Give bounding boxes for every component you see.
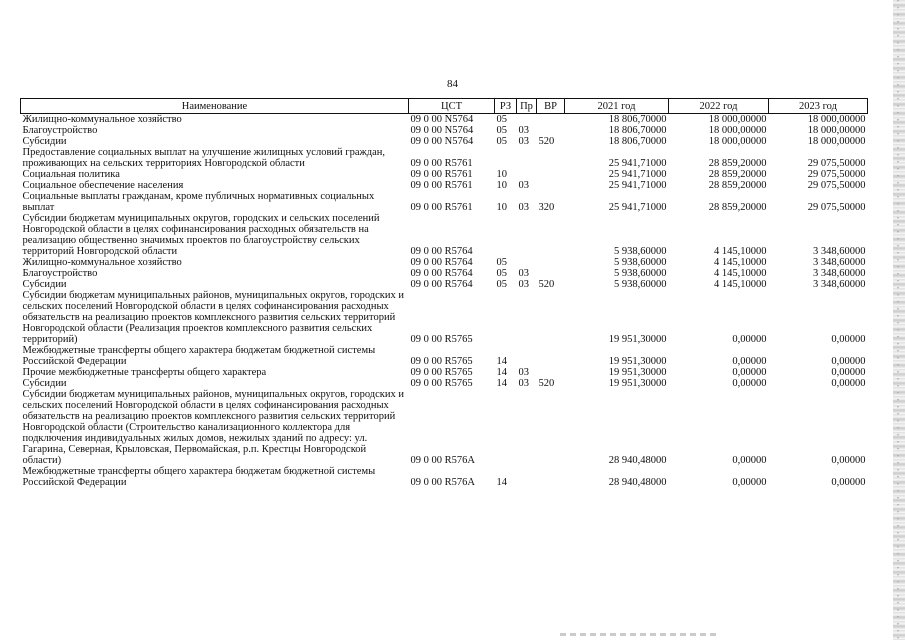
row-vr <box>537 367 565 378</box>
row-2023: 0,00000 <box>831 367 866 378</box>
row-vr <box>537 466 565 488</box>
table-row <box>21 378 868 389</box>
row-2021: 25 941,71000 <box>608 169 667 180</box>
row-name: Субсидии <box>22 136 67 147</box>
row-cst: 09 0 00 R5765 <box>410 356 473 367</box>
row-2021: 5 938,60000 <box>614 246 667 257</box>
row-2022: 0,00000 <box>732 356 767 367</box>
row-rz: 05 <box>496 268 507 279</box>
row-pr <box>517 466 537 488</box>
row-rz: 10 <box>496 202 507 213</box>
row-2023: 3 348,60000 <box>813 268 866 279</box>
header-name: Наименование <box>21 99 409 114</box>
table-row <box>21 191 868 213</box>
row-2022: 4 145,10000 <box>714 268 767 279</box>
row-2023: 0,00000 <box>831 334 866 345</box>
row-2023: 29 075,50000 <box>807 158 866 169</box>
row-pr: 03 <box>518 268 529 279</box>
row-vr <box>537 389 565 466</box>
row-vr <box>537 345 565 367</box>
row-cst: 09 0 00 R5764 <box>410 257 473 268</box>
row-name: Благоустройство <box>22 125 98 136</box>
row-vr <box>537 268 565 279</box>
row-2022: 4 145,10000 <box>714 279 767 290</box>
row-cst: 09 0 00 R5765 <box>410 367 473 378</box>
table-row <box>21 257 868 268</box>
row-2023: 0,00000 <box>831 378 866 389</box>
row-name: Межбюджетные трансферты общего характера бюджетам бюджетной системы Российской Федерации <box>22 345 376 367</box>
row-cst: 09 0 00 N5764 <box>410 136 474 147</box>
table-row <box>21 147 868 169</box>
table-row <box>21 180 868 191</box>
row-2022: 0,00000 <box>732 334 767 345</box>
table-row <box>21 345 868 367</box>
row-2022: 28 859,20000 <box>708 158 767 169</box>
row-rz: 05 <box>496 114 507 125</box>
row-pr: 03 <box>518 279 529 290</box>
row-2023: 18 000,00000 <box>807 136 866 147</box>
table-row <box>21 290 868 345</box>
row-rz: 10 <box>496 180 507 191</box>
row-2023: 0,00000 <box>831 455 866 466</box>
row-2023: 3 348,60000 <box>813 279 866 290</box>
row-pr <box>517 345 537 367</box>
header-vr: ВР <box>537 99 565 114</box>
row-cst: 09 0 00 R5761 <box>410 180 473 191</box>
row-rz: 10 <box>496 169 507 180</box>
row-name: Жилищно-коммунальное хозяйство <box>22 257 182 268</box>
row-pr <box>517 290 537 345</box>
row-rz: 05 <box>496 279 507 290</box>
row-vr <box>537 125 565 136</box>
scan-edge-artifact <box>893 0 905 640</box>
table-row <box>21 114 868 126</box>
row-cst: 09 0 00 R5761 <box>410 169 473 180</box>
row-cst: 09 0 00 N5764 <box>410 125 474 136</box>
row-pr <box>517 169 537 180</box>
row-vr: 520 <box>538 279 555 290</box>
table-row <box>21 268 868 279</box>
row-vr <box>537 147 565 169</box>
row-name: Субсидии <box>22 279 67 290</box>
table-row <box>21 367 868 378</box>
row-vr <box>537 180 565 191</box>
row-cst: 09 0 00 R576A <box>410 455 475 466</box>
row-pr <box>517 257 537 268</box>
row-2023: 29 075,50000 <box>807 202 866 213</box>
row-2021: 25 941,71000 <box>608 202 667 213</box>
row-2021: 18 806,70000 <box>608 114 667 125</box>
row-2021: 25 941,71000 <box>608 158 667 169</box>
row-2021: 5 938,60000 <box>614 257 667 268</box>
table-row <box>21 389 868 466</box>
row-pr: 03 <box>518 136 529 147</box>
row-vr <box>537 290 565 345</box>
row-2022: 0,00000 <box>732 378 767 389</box>
table-row <box>21 213 868 257</box>
row-vr <box>537 213 565 257</box>
row-name: Субсидии бюджетам муниципальных округов, городских и сельских поселений Новгородской области в целях софинансирования расходных обязательств на реализацию общественно значимых проектов по благоустройству сельских территорий Новгородской области <box>22 213 380 257</box>
row-pr: 03 <box>518 180 529 191</box>
table-row <box>21 125 868 136</box>
row-rz <box>495 213 517 257</box>
row-2021: 19 951,30000 <box>608 378 667 389</box>
row-rz <box>495 147 517 169</box>
row-2023: 0,00000 <box>831 356 866 367</box>
row-2021: 25 941,71000 <box>608 180 667 191</box>
row-2022: 4 145,10000 <box>714 257 767 268</box>
row-2021: 19 951,30000 <box>608 356 667 367</box>
row-2023: 29 075,50000 <box>807 169 866 180</box>
row-rz: 14 <box>496 378 507 389</box>
budget-table <box>20 98 868 488</box>
table-row <box>21 279 868 290</box>
row-cst: 09 0 00 R5764 <box>410 246 473 257</box>
row-rz: 14 <box>496 367 507 378</box>
row-cst: 09 0 00 N5764 <box>410 114 474 125</box>
row-vr <box>537 257 565 268</box>
row-2021: 18 806,70000 <box>608 125 667 136</box>
row-2021: 18 806,70000 <box>608 136 667 147</box>
header-cst: ЦСТ <box>409 99 495 114</box>
row-2023: 0,00000 <box>831 477 866 488</box>
table-header-row <box>21 99 868 114</box>
row-cst: 09 0 00 R5765 <box>410 334 473 345</box>
row-rz <box>495 290 517 345</box>
row-name: Социальные выплаты гражданам, кроме публичных нормативных социальных выплат <box>22 191 375 213</box>
row-2021: 19 951,30000 <box>608 334 667 345</box>
row-2022: 4 145,10000 <box>714 246 767 257</box>
row-pr: 03 <box>518 367 529 378</box>
row-name: Жилищно-коммунальное хозяйство <box>22 114 182 125</box>
row-2023: 29 075,50000 <box>807 180 866 191</box>
header-2022: 2022 год <box>669 99 769 114</box>
row-rz: 05 <box>496 257 507 268</box>
row-pr: 03 <box>518 125 529 136</box>
row-2022: 18 000,00000 <box>708 114 767 125</box>
row-name: Предоставление социальных выплат на улучшение жилищных условий граждан, проживающих на сельских территориях Новгородской области <box>22 147 385 169</box>
row-name: Субсидии <box>22 378 67 389</box>
row-name: Субсидии бюджетам муниципальных районов, муниципальных округов, городских и сельских поселений Новгородской области в целях софинансирования расходных обязательств на реализацию проектов комплексного развития сельских территорий Новгородской области (Строительство канализационного коллектора для подключения индивидуальных жилых домов, нежилых зданий по адресу: ул. Гагарина, Северная, Крыловская, Первомайская, р.п. Крестцы Новгородской области) <box>22 389 405 466</box>
row-2023: 18 000,00000 <box>807 125 866 136</box>
table-row <box>21 136 868 147</box>
row-2021: 28 940,48000 <box>608 477 667 488</box>
row-rz: 14 <box>496 477 507 488</box>
row-2022: 18 000,00000 <box>708 136 767 147</box>
page-number: 84 <box>447 78 458 90</box>
row-cst: 09 0 00 R5764 <box>410 279 473 290</box>
row-rz <box>495 389 517 466</box>
row-name: Межбюджетные трансферты общего характера бюджетам бюджетной системы Российской Федерации <box>22 466 376 488</box>
row-2022: 18 000,00000 <box>708 125 767 136</box>
row-pr: 03 <box>518 202 529 213</box>
row-2021: 5 938,60000 <box>614 268 667 279</box>
row-rz: 05 <box>496 136 507 147</box>
header-2023: 2023 год <box>769 99 868 114</box>
row-2022: 0,00000 <box>732 477 767 488</box>
row-2022: 28 859,20000 <box>708 202 767 213</box>
row-vr <box>537 169 565 180</box>
row-2021: 28 940,48000 <box>608 455 667 466</box>
header-2021: 2021 год <box>565 99 669 114</box>
row-pr <box>517 389 537 466</box>
row-vr: 520 <box>538 378 555 389</box>
row-name: Социальная политика <box>22 169 120 180</box>
row-name: Субсидии бюджетам муниципальных районов, муниципальных округов, городских и сельских поселений Новгородской области в целях софинансирования расходных обязательств на реализацию проектов комплексного развития сельских территорий Новгородской области (Реализация проектов комплексного развития сельских территорий) <box>22 290 405 345</box>
row-2021: 19 951,30000 <box>608 367 667 378</box>
row-cst: 09 0 00 R576A <box>410 477 475 488</box>
row-rz: 14 <box>496 356 507 367</box>
row-pr <box>517 147 537 169</box>
row-name: Благоустройство <box>22 268 98 279</box>
table-body <box>21 114 868 489</box>
row-rz: 05 <box>496 125 507 136</box>
row-2023: 3 348,60000 <box>813 246 866 257</box>
row-vr: 320 <box>538 202 555 213</box>
row-pr <box>517 213 537 257</box>
row-pr: 03 <box>518 378 529 389</box>
row-2021: 5 938,60000 <box>614 279 667 290</box>
row-cst: 09 0 00 R5761 <box>410 158 473 169</box>
row-2022: 0,00000 <box>732 367 767 378</box>
table-row <box>21 169 868 180</box>
row-name: Прочие межбюджетные трансферты общего характера <box>22 367 267 378</box>
header-rz: РЗ <box>495 99 517 114</box>
row-cst: 09 0 00 R5765 <box>410 378 473 389</box>
row-2022: 28 859,20000 <box>708 169 767 180</box>
scan-bottom-artifact <box>560 633 720 636</box>
row-name: Социальное обеспечение населения <box>22 180 184 191</box>
row-cst: 09 0 00 R5764 <box>410 268 473 279</box>
row-2023: 3 348,60000 <box>813 257 866 268</box>
header-pr: Пр <box>517 99 537 114</box>
row-2022: 28 859,20000 <box>708 180 767 191</box>
table-row <box>21 466 868 488</box>
row-2023: 18 000,00000 <box>807 114 866 125</box>
row-vr <box>537 114 565 126</box>
row-pr <box>517 114 537 126</box>
row-vr: 520 <box>538 136 555 147</box>
row-2022: 0,00000 <box>732 455 767 466</box>
row-cst: 09 0 00 R5761 <box>410 202 473 213</box>
